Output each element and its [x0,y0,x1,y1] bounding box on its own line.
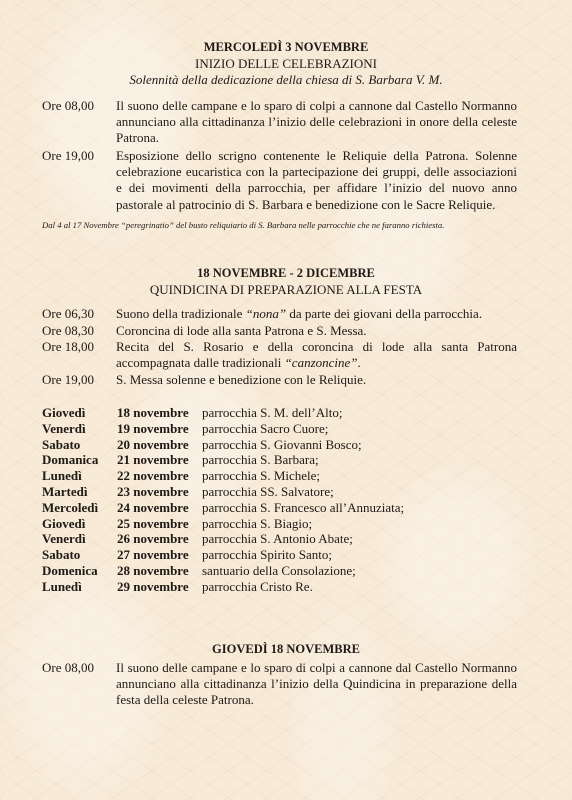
schedule-date: 28 novembre [117,563,189,578]
section-1-subtitle: INIZIO DELLE CELEBRAZIONI [195,56,377,71]
schedule-parish: parrocchia Spirito Santo; [202,547,332,563]
schedule-parish: parrocchia S. M. dell’Alto; [202,405,343,420]
entry-text: Il suono delle campane e lo sparo di colpi a cannone dal Castello Normanno annunciano alla cittadinanza l’inizio delle celebrazioni in onore della celeste Patrona. [116,98,517,146]
entry-time: Ore 19,00 [42,372,94,387]
entry-text: Il suono delle campane e lo sparo di colpi a cannone dal Castello Normanno annunciano alla cittadinanza l’inizio della Quindicina in preparazione della festa della celeste Patrona. [116,660,517,708]
schedule-parish: parrocchia S. Michele; [202,468,321,484]
entry-text: Esposizione dello scrigno contenente le Reliquie della Patrona. Solenne celebrazione eucaristica con la partecipazione dei gruppi, delle associazioni e dei movimenti della parrocchia, per affidare l’inizio del nuovo anno pastorale al patrocinio di S. Barbara e benedizione con le Sacre Reliquie. [116,148,517,212]
peregrinatio-note: Dal 4 al 17 Novembre “peregrinatio” del busto reliquiario di S. Barbara nelle parrocchie che ne faranno richiesta. [42,220,445,230]
entry-time: Ore 08,00 [42,660,94,675]
schedule-day: Lunedì [42,578,82,594]
schedule-day: Lunedì [42,468,82,484]
schedule-parish: parrocchia SS. Salvatore; [202,484,334,499]
schedule-parish: parrocchia Sacro Cuore; [202,420,329,436]
schedule-date: 23 novembre [117,484,189,499]
section-2-title: 18 NOVEMBRE - 2 DICEMBRE [197,266,375,280]
section-3-title: GIOVEDÌ 18 NOVEMBRE [212,642,360,656]
schedule-parish: parrocchia Cristo Re. [202,578,313,594]
schedule-date: 26 novembre [117,531,189,547]
entry-text: Suono della tradizionale “nona” da parte dei giovani della parrocchia. [116,306,483,321]
entry-time: Ore 08,00 [42,98,94,113]
schedule-parish: parrocchia S. Antonio Abate; [202,531,353,547]
entry-text: Coroncina di lode alla santa Patrona e S. Messa. [116,323,367,338]
schedule-date: 25 novembre [117,515,189,531]
schedule-date: 29 novembre [117,578,189,594]
schedule-parish: parrocchia S. Francesco all’Annuziata; [202,499,405,515]
schedule-date: 18 novembre [117,405,189,420]
schedule-day: Mercoledì [42,499,99,515]
entry-text: Recita del S. Rosario e della coroncina di lode alla santa Patrona accompagnata dalle tradizionali “canzoncine”. [116,339,517,371]
schedule-day: Giovedì [42,405,86,420]
section-1-title: MERCOLEDÌ 3 NOVEMBRE [203,40,369,54]
schedule-day: Sabato [42,547,81,563]
schedule-day: Venerdì [42,420,86,436]
schedule-date: 19 novembre [117,420,189,436]
section-1-italic-subtitle: Solennità della dedicazione della chiesa di S. Barbara V. M. [129,72,443,87]
schedule-day: Martedì [42,484,88,499]
schedule-day: Giovedì [42,515,86,531]
schedule-parish: parrocchia S. Biagio; [202,515,313,531]
schedule-date: 20 novembre [117,436,189,452]
entry-time: Ore 08,30 [42,323,94,338]
entry-time: Ore 06,30 [42,306,94,321]
schedule-date: 27 novembre [117,547,189,563]
schedule-day: Sabato [42,436,81,452]
entry-text: S. Messa solenne e benedizione con le Reliquie. [116,372,367,387]
schedule-day: Venerdì [42,531,86,547]
schedule-day: Domenica [42,563,98,578]
schedule-date: 24 novembre [117,499,189,515]
entry-time: Ore 19,00 [42,148,94,163]
entry-time: Ore 18,00 [42,339,94,354]
schedule-parish: santuario della Consolazione; [202,563,356,578]
schedule-date: 21 novembre [117,452,189,468]
schedule-parish: parrocchia S. Barbara; [202,452,319,468]
section-2-subtitle: QUINDICINA DI PREPARAZIONE ALLA FESTA [149,282,423,297]
schedule-day: Domanica [42,452,99,468]
schedule-parish: parrocchia S. Giovanni Bosco; [202,436,362,452]
schedule-date: 22 novembre [117,468,189,484]
